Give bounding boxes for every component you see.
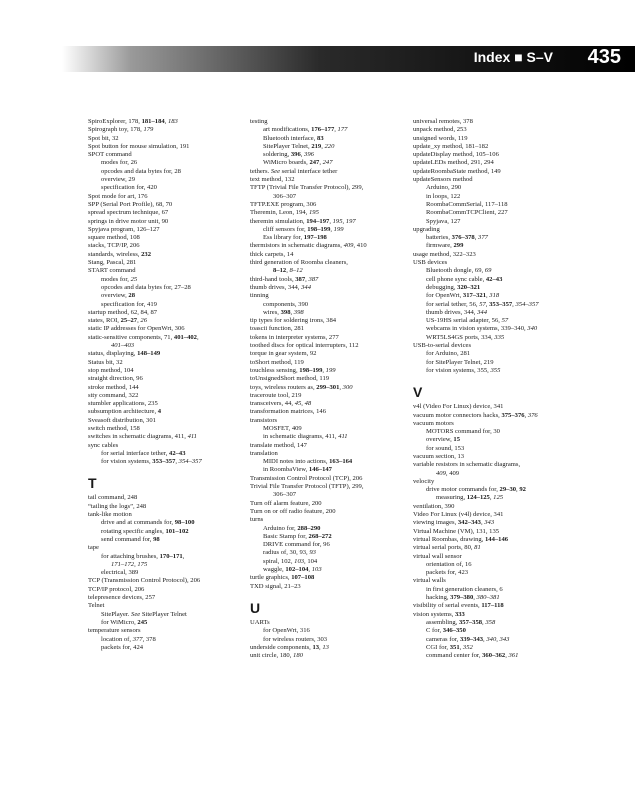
index-subentry: C for, 346–350 [426,627,466,635]
index-entry: transformation matrices, 146 [250,408,326,416]
index-subentry: opcodes and data bytes for, 27–28 [101,283,191,291]
index-subentry: webcams in vision systems, 339–340, 340 [426,325,538,333]
index-entry: standards, wireless, 232 [88,250,151,258]
index-subentry: 401–403 [111,342,135,350]
index-entry: Sveasoft distribution, 301 [88,416,156,424]
index-subentry: specification for, 420 [101,184,157,192]
index-subentry: MOTORS command for, 30 [426,428,500,436]
index-subentry: for OpenWrt, 317–321, 318 [426,292,500,300]
index-entry: touchless sensing, 198–199, 199 [250,366,336,374]
index-entry: spread spectrum technique, 67 [88,209,169,217]
index-entry: traceroute tool, 219 [250,391,302,399]
index-entry: text method, 132 [250,176,295,184]
running-header-title: Index ■ S–V [473,49,553,65]
index-entry: universal remotes, 378 [413,118,473,125]
index-entry: SPOT command [88,151,132,159]
index-entry: Virtual Machine (VM), 131, 135 [413,527,500,535]
index-entry: vacuum motor connectors hacks, 375–376, 376 [413,411,538,419]
index-subentry: batteries, 376–378, 377 [426,234,488,242]
index-entry: SPP (Serial Port Profile), 68, 70 [88,200,173,208]
index-subentry: DRIVE command for, 96 [263,541,330,549]
index-entry: USB devices [413,259,448,267]
index-subentry: spiral, 102, 103, 104 [263,557,318,565]
index-subentry: Arduino, 290 [426,184,462,192]
index-entry: static-sensitive components, 71, 401–402, [88,333,199,341]
index-subentry: drive motor commands for, 29–30, 92 [426,486,526,494]
index-subentry: RoombaCommSerial, 117–118 [426,200,508,208]
index-subentry: electrical, 389 [101,569,139,577]
index-entry: updateRoombaState method, 149 [413,167,501,175]
index-entry: testing [250,118,268,125]
index-subentry: WiMicro boards, 247, 247 [263,159,333,167]
index-entry: SpiroExplorer, 178, 181–184, 183 [88,118,178,125]
index-entry: velocity [413,477,435,485]
index-subentry: 171–172, 175 [111,560,148,568]
index-entry: visibility of serial events, 117–118 [413,602,504,610]
index-subentry: cliff sensors for, 198–199, 199 [263,225,344,233]
index-entry: UARTs [250,618,270,626]
index-subentry: radius of, 30, 93, 93 [263,549,316,557]
index-subentry: orientation of, 16 [426,560,472,568]
index-subentry: modes for, 25 [101,275,138,283]
index-subentry: cameras for, 339–343, 340, 343 [426,635,510,643]
index-entry: tinning [250,292,269,300]
index-subentry: waggle, 102–104, 103 [263,566,322,574]
index-subentry: in RoombaView, 146–147 [263,466,332,474]
index-entry: states, ROI, 25–27, 26 [88,317,147,325]
index-entry: Video For Linux (v4l) device, 341 [413,511,504,519]
index-entry: translation [250,449,278,457]
index-subentry: location of, 377, 378 [101,635,156,643]
index-entry: Spyjava program, 126–127 [88,225,160,233]
index-subentry: for attaching brushes, 170–171, [101,552,185,560]
index-entry: unit circle, 180, 180 [250,652,303,660]
index-subentry: Basic Stamp for, 268–272 [263,532,332,540]
index-entry: switch method, 158 [88,424,140,432]
index-subentry: soldering, 396, 396 [263,151,314,159]
index-entry: tank-like motion [88,511,132,519]
index-entry: straight direction, 96 [88,375,143,383]
index-entry: static IP addresses for OpenWrt, 306 [88,325,185,333]
index-entry: transistors [250,416,278,424]
index-subentry: 306–307 [273,192,297,200]
index-entry: theremin simulation, 194–197, 195, 197 [250,217,356,225]
index-subentry: MOSFET, 409 [263,424,302,432]
index-entry: springs in drive motor unit, 90 [88,217,169,225]
index-subentry: for sound, 153 [426,444,465,452]
index-entry: torque in gear system, 92 [250,350,317,358]
index-subentry: for Arduino, 281 [426,350,471,358]
index-subentry: Spyjava, 127 [426,217,461,225]
index-entry: TFTP.EXE program, 306 [250,200,317,208]
index-entry: telepresence devices, 257 [88,594,156,602]
index-subentry: for wireless routers, 303 [263,635,328,643]
index-subentry: send command for, 98 [101,535,160,543]
index-entry: tokens in interpreter systems, 277 [250,333,339,341]
index-entry: START command [88,267,136,275]
index-entry: Transmission Control Protocol (TCP), 206 [250,474,363,482]
index-entry: vision systems, 333 [413,610,465,618]
index-entry: subsumption architecture, 4 [88,408,162,416]
index-entry: toys, wireless routers as, 299–301, 300 [250,383,353,391]
index-entry: turns [250,516,264,524]
index-entry: temperature sensors [88,627,141,635]
index-entry: TCP/IP protocol, 206 [88,585,145,593]
index-subentry: in loops, 122 [426,192,461,200]
index-entry: toUnsignedShort method, 119 [250,375,330,383]
index-entry: stty command, 322 [88,391,139,399]
index-subentry: Bluetooth interface, 83 [263,134,324,142]
index-column-1 [88,118,248,652]
index-entry: vacuum motors [413,419,454,427]
index-subentry: firmware, 299 [426,242,464,250]
index-entry: status, displaying, 148–149 [88,350,161,358]
index-entry: Status bit, 32 [88,358,123,366]
index-column-3 [413,118,573,660]
index-subentry: hacking, 379–380, 380–381 [426,594,500,602]
index-entry: Stang, Pascal, 281 [88,259,137,267]
index-entry: upgrading [413,225,440,233]
index-entry: updateLEDs method, 291, 294 [413,159,494,167]
index-entry: variable resistors in schematic diagrams, [413,461,521,469]
index-entry: turtle graphics, 107–108 [250,574,315,582]
index-entry: third generation of Roomba cleaners, [250,259,348,267]
index-entry: “tailing the logs”, 248 [88,502,147,510]
index-entry: transceivers, 44, 45, 48 [250,400,312,408]
index-entry: update_xy method, 181–182 [413,142,489,150]
index-entry: sync cables [88,441,119,449]
index-entry: Theremin, Leon, 194, 195 [250,209,319,217]
index-subentry: for vision systems, 353–357, 354–357 [101,458,202,466]
index-subentry: thumb drives, 344, 344 [426,308,487,316]
index-subentry: SitePlayer Telnet, 219, 220 [263,142,335,150]
section-letter-heading: U [250,599,261,616]
index-entry: Spot bit, 32 [88,134,119,142]
index-subentry: in first generation cleaners, 6 [426,585,503,593]
index-entry: stop method, 104 [88,366,134,374]
index-subentry: packets for, 423 [426,569,469,577]
index-subentry: 409, 409 [436,469,460,477]
index-subentry: wires, 398, 398 [263,308,304,316]
index-column-2 [250,118,410,660]
index-entry: ventilation, 390 [413,502,455,510]
index-entry: Telnet [88,602,105,610]
page-number: 435 [587,46,621,68]
index-entry: Turn on or off radio feature, 200 [250,507,336,515]
index-entry: Trivial File Transfer Protocol (TFTP), 299, [250,483,364,491]
index-entry: usage method, 322–323 [413,250,476,258]
index-subentry: for WiMicro, 245 [101,618,148,626]
index-subentry: overview, 28 [101,292,135,300]
index-entry: TXD signal, 21–23 [250,582,301,590]
index-entry: v4l (Video For Linux) device, 341 [413,403,504,411]
index-subentry: packets for, 424 [101,643,144,651]
index-subentry: for OpenWrt, 316 [263,627,310,635]
index-subentry: modes for, 26 [101,159,138,167]
index-subentry: for serial interface tether, 42–43 [101,449,186,457]
section-letter-heading: V [413,384,423,401]
index-subentry: 306–307 [273,491,297,499]
index-subentry: Arduino for, 288–290 [263,524,321,532]
index-subentry: MIDI notes into actions, 163–164 [263,458,353,466]
index-entry: Turn off alarm feature, 200 [250,499,322,507]
index-entry: thermistors in schematic diagrams, 409, 410 [250,242,367,250]
index-entry: virtual wall sensor [413,552,462,560]
index-subentry: components, 390 [263,300,309,308]
section-letter-heading: T [88,475,97,492]
index-entry: stacks, TCP/IP, 206 [88,242,140,250]
index-entry: updateSensors method [413,176,473,184]
index-subentry: in schematic diagrams, 411, 411 [263,433,348,441]
index-subentry: WRT5LS4GS ports, 334, 335 [426,333,505,341]
index-subentry: CGI for, 351, 352 [426,643,473,651]
index-subentry: Bluetooth dongle, 69, 69 [426,267,492,275]
index-entry: unsigned words, 119 [413,134,468,142]
index-subentry: overview, 29 [101,176,135,184]
index-entry: stroke method, 144 [88,383,139,391]
index-entry: virtual Roombas, drawing, 144–146 [413,535,509,543]
index-entry: Spirograph toy, 178, 179 [88,126,154,134]
index-subentry: drive and at commands for, 98–100 [101,519,195,527]
index-entry: toothed discs for optical interrupters, 112 [250,342,359,350]
index-subentry: art modifications, 176–177, 177 [263,126,348,134]
index-entry: tail command, 248 [88,494,138,502]
index-subentry: opcodes and data bytes for, 28 [101,167,181,175]
index-entry: USB-to-serial devices [413,342,472,350]
index-subentry: rotating specific angles, 101–102 [101,527,189,535]
index-entry: tip types for soldering irons, 384 [250,317,337,325]
index-subentry: for serial tether, 56, 57, 353–357, 354–357 [426,300,539,308]
index-entry: tape [88,544,99,552]
index-subentry: measuring, 124–125, 125 [436,494,504,502]
index-subentry: overview, 15 [426,436,460,444]
index-subentry: RoombaCommTCPClient, 227 [426,209,508,217]
index-subentry: assembling, 357–358, 358 [426,618,496,626]
index-subentry: Ess library for, 197–198 [263,234,327,242]
index-entry: toShort method, 119 [250,358,304,366]
index-subentry: for SitePlayer Telnet, 219 [426,358,494,366]
index-entry: toascii function, 281 [250,325,305,333]
index-entry: thumb drives, 344, 344 [250,283,311,291]
index-subentry: cell phone sync cable, 42–43 [426,275,503,283]
index-entry: viewing images, 342–343, 343 [413,519,495,527]
index-entry: square method, 108 [88,234,140,242]
index-entry: vacuum section, 13 [413,452,465,460]
index-entry: translate method, 147 [250,441,307,449]
index-entry: TCP (Transmission Control Protocol), 206 [88,577,201,585]
index-entry: switches in schematic diagrams, 411, 411 [88,433,197,441]
index-subentry: 8–12, 8–12 [273,267,303,275]
index-subentry: US-19HS serial adapter, 56, 57 [426,317,509,325]
index-subentry: command center for, 360–362, 361 [426,652,519,660]
index-subentry: specification for, 419 [101,300,157,308]
index-entry: TFTP (Trivial File Transfer Protocol), 299, [250,184,364,192]
index-entry: third-hand tools, 387, 387 [250,275,319,283]
index-subentry: for vision systems, 355, 355 [426,366,501,374]
index-entry: Spot mode for art, 176 [88,192,148,200]
index-entry: startup method, 62, 84, 87 [88,308,158,316]
index-entry: thick carpets, 14 [250,250,294,258]
index-entry: stumbler applications, 235 [88,400,158,408]
index-entry: updateDisplay method, 105–106 [413,151,499,159]
index-subentry: SitePlayer. See SitePlayer Telnet [101,610,187,618]
index-entry: Spot button for mouse simulation, 191 [88,142,190,150]
index-entry: virtual serial ports, 80, 81 [413,544,481,552]
index-entry: tethers. See serial interface tether [250,167,338,175]
index-entry: virtual walls [413,577,446,585]
index-entry: underside components, 13, 13 [250,643,329,651]
index-subentry: debugging, 320–321 [426,283,481,291]
index-entry: unpack method, 253 [413,126,467,134]
